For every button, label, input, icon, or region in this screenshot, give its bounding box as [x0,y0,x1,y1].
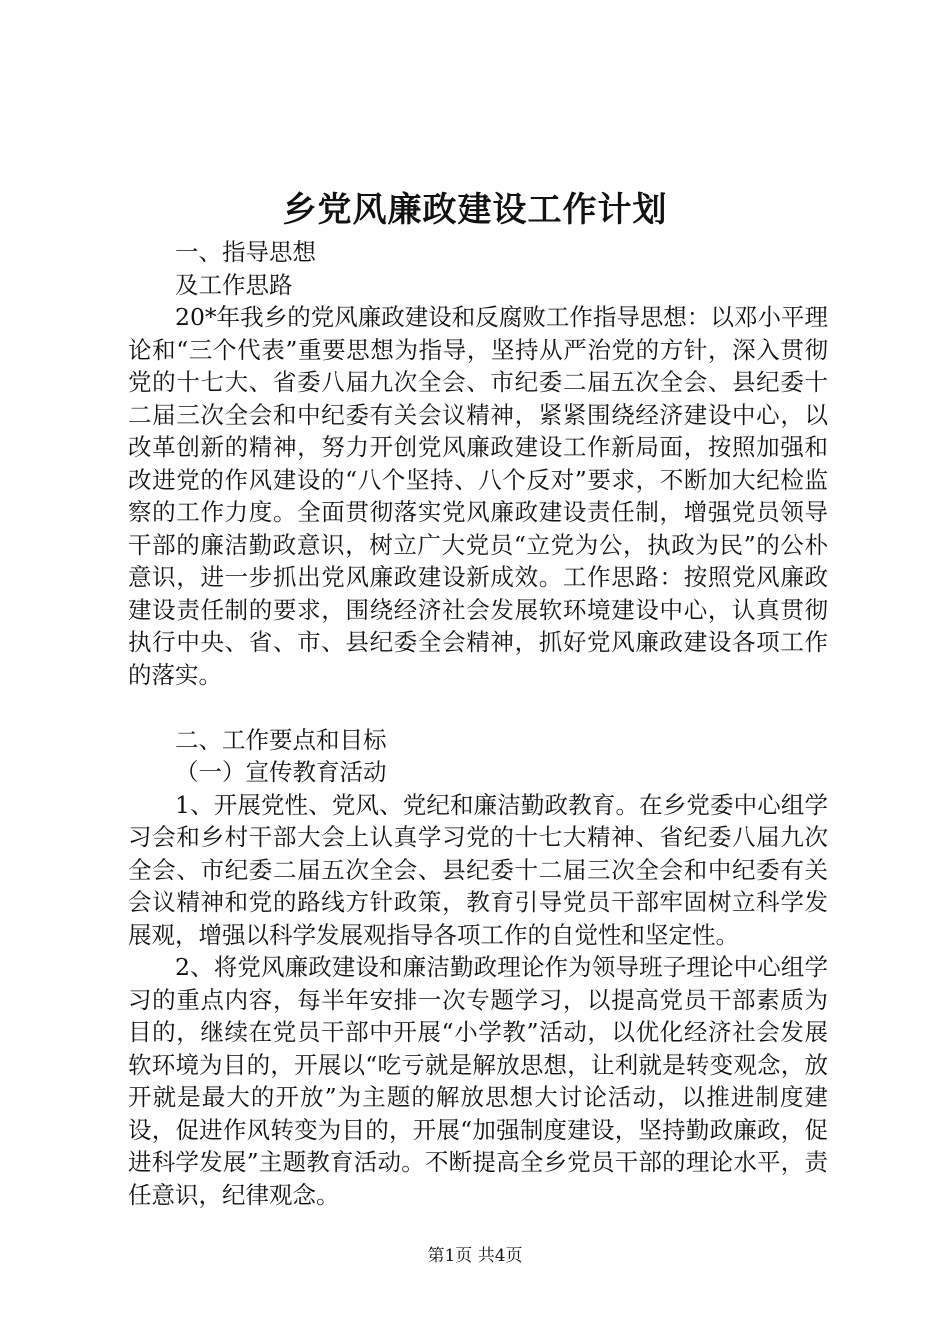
subsection-heading-education: （一）宣传教育活动 [175,758,387,786]
document-body [128,236,828,1211]
section-heading-work-points: 二、工作要点和目标 [175,725,387,754]
section-heading-guiding-ideology: 一、指导思想 [175,238,316,266]
paragraph-guiding-ideology: 20*年我乡的党风廉政建设和反腐败工作指导思想：以邓小平理论和“三个代表”重要思想为指导，坚持从严治党的方针，深入贯彻党的十七大、省委八届九次全会、市纪委二届五次全会、县纪委十二届三次全会和中纪委有关会议精神，紧紧围绕经济建设中心，以改革创新的精神，努力开创党风廉政建设工作新局面，按照加强和改进党的作风建设的“八个坚持、八个反对”要求，不断加大纪检监察的工作力度。全面贯彻落实党风廉政建设责任制，增强党员领导干部的廉洁勤政意识，树立广大党员“立党为公，执政为民”的公朴意识，进一步抓出党风廉政建设新成效。工作思路：按照党风廉政建设责任制的要求，围绕经济社会发展软环境建设中心，认真贯彻执行中央、省、市、县纪委全会精神，抓好党风廉政建设各项工作的落实。 [128,303,828,689]
page-number-footer: 第1页 共4页 [427,1246,523,1266]
paragraph-item-1: 1、开展党性、党风、党纪和廉洁勤政教育。在乡党委中心组学习会和乡村干部大会上认真学习党的十七大精神、省纪委八届九次全会、市纪委二届五次全会、县纪委十二届三次全会和中纪委有关会议精神和党的路线方针政策，教育引导党员干部牢固树立科学发展观，增强以科学发展观指导各项工作的自觉性和坚定性。 [128,790,828,949]
paragraph-item-2: 2、将党风廉政建设和廉洁勤政理论作为领导班子理论中心组学习的重点内容，每半年安排一次专题学习，以提高党员干部素质为目的，继续在党员干部中开展“小学教”活动，以优化经济社会发展软环境为目的，开展以“吃亏就是解放思想，让利就是转变观念，放开就是最大的开放”为主题的解放思想大讨论活动，以推进制度建设，促进作风转变为目的，开展“加强制度建设，坚持勤政廉政，促进科学发展”主题教育活动。不断提高全乡党员干部的理论水平，责任意识，纪律观念。 [128,953,828,1209]
section-subheading-work-approach: 及工作思路 [175,270,293,299]
document-title: 乡党风廉政建设工作计划 [282,190,668,230]
paragraph-spacer [128,691,828,724]
